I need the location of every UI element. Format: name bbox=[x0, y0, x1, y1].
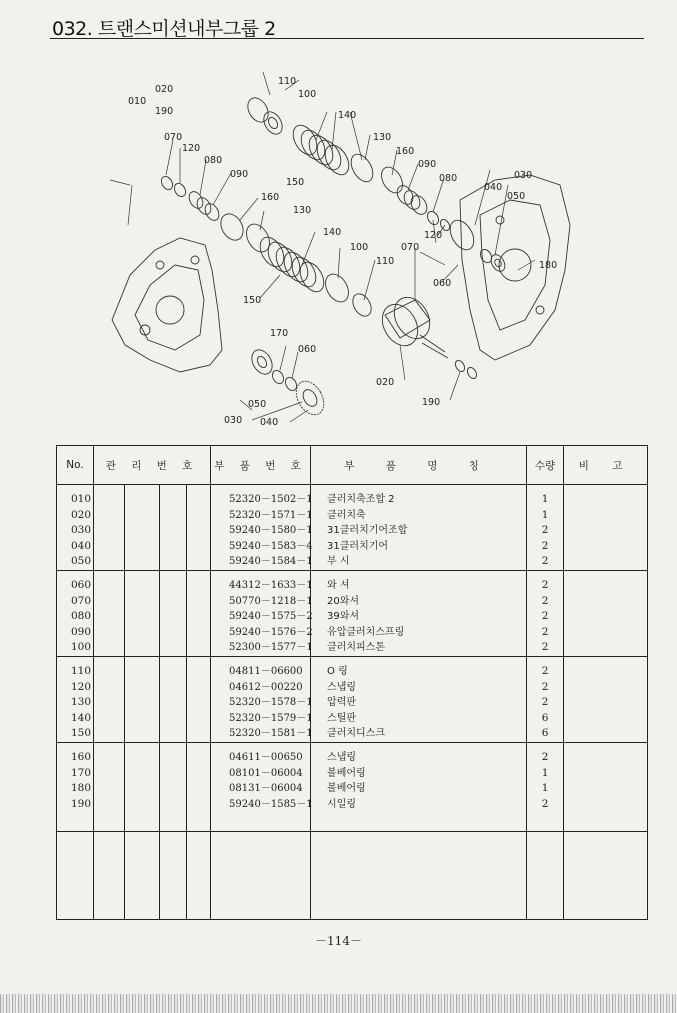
qty: 1 bbox=[541, 493, 549, 505]
no-100: 100 bbox=[71, 641, 92, 653]
remarks-cell bbox=[564, 743, 648, 832]
qty: 6 bbox=[541, 711, 549, 724]
part-no: 08101－06004 bbox=[229, 767, 303, 779]
callout-010: 010 bbox=[128, 96, 147, 107]
no-060: 060 bbox=[71, 579, 92, 591]
qty-cell bbox=[527, 485, 564, 571]
no-180: 180 bbox=[71, 782, 92, 794]
mgmt-cell bbox=[160, 571, 187, 657]
qty: 2 bbox=[541, 594, 549, 607]
callout-190: 190 bbox=[155, 106, 174, 117]
callout-130: 130 bbox=[373, 132, 392, 143]
callout-130-b: 130 bbox=[293, 205, 312, 216]
callout-050-b: 050 bbox=[507, 191, 526, 202]
no-190: 190 bbox=[71, 797, 92, 810]
mgmt-cell bbox=[94, 743, 125, 832]
exploded-parts-diagram bbox=[100, 60, 630, 435]
part-name: O 링 bbox=[327, 666, 348, 677]
no-160: 160 bbox=[71, 751, 92, 763]
callout-110: 110 bbox=[278, 76, 297, 87]
callout-120-b: 120 bbox=[424, 230, 443, 241]
mgmt-cell bbox=[94, 485, 125, 571]
qty: 2 bbox=[541, 641, 549, 653]
callout-020-b: 020 bbox=[376, 377, 395, 388]
no-020: 020 bbox=[71, 508, 92, 521]
part-name: 31클러치기어조합 bbox=[327, 525, 408, 536]
qty: 2 bbox=[541, 539, 549, 552]
callout-090: 090 bbox=[418, 159, 437, 170]
callout-150-b: 150 bbox=[243, 295, 262, 306]
callout-160: 160 bbox=[396, 146, 415, 157]
mgmt-cell bbox=[160, 485, 187, 571]
no-cell bbox=[57, 743, 94, 832]
mgmt-cell bbox=[187, 657, 211, 743]
remarks-cell bbox=[564, 485, 648, 571]
qty: 1 bbox=[541, 782, 549, 794]
callout-080-b: 080 bbox=[204, 155, 223, 166]
page-title: 032. 트랜스미션내부그룹 2 bbox=[52, 18, 276, 40]
header-remarks-label: 비 고 bbox=[578, 459, 633, 472]
part-name-cell bbox=[311, 571, 527, 657]
no-150: 150 bbox=[71, 727, 92, 739]
mgmt-cell bbox=[94, 571, 125, 657]
callout-050: 050 bbox=[248, 399, 267, 410]
table-header-row bbox=[57, 446, 648, 485]
housing-left-inner bbox=[135, 265, 204, 350]
part-name: 시일링 bbox=[327, 798, 357, 810]
qty: 2 bbox=[541, 797, 549, 810]
part-no: 52320－1502－1 bbox=[229, 494, 313, 505]
callout-020: 020 bbox=[155, 84, 174, 95]
no-170: 170 bbox=[71, 766, 92, 779]
part-name: 유압클러치스프링 bbox=[327, 626, 405, 638]
header-no: No. bbox=[57, 446, 94, 485]
part-name: 클러치축 bbox=[327, 509, 366, 521]
mgmt-cell bbox=[125, 485, 160, 571]
qty: 2 bbox=[541, 524, 549, 536]
part-name: 31클러치기어 bbox=[327, 540, 389, 552]
callout-060-b: 060 bbox=[433, 278, 452, 289]
callout-180: 180 bbox=[539, 260, 558, 271]
part-name: 20와셔 bbox=[327, 595, 360, 607]
qty: 2 bbox=[541, 610, 549, 622]
no-090: 090 bbox=[71, 625, 92, 638]
remarks-cell bbox=[564, 571, 648, 657]
part-no-cell bbox=[211, 571, 311, 657]
part-no-cell bbox=[211, 485, 311, 571]
table-row-group-3 bbox=[57, 657, 648, 743]
part-no: 04611－00650 bbox=[229, 752, 303, 763]
mgmt-cell bbox=[187, 743, 211, 832]
callout-070-b: 070 bbox=[401, 242, 420, 253]
parts-table bbox=[56, 445, 648, 920]
part-no: 59240－1585－1 bbox=[229, 798, 313, 810]
empty-cell bbox=[527, 832, 564, 920]
no-040: 040 bbox=[71, 539, 92, 552]
table-row-empty bbox=[57, 832, 648, 920]
no-140: 140 bbox=[71, 711, 92, 724]
callout-030: 030 bbox=[224, 415, 243, 426]
mgmt-cell bbox=[187, 571, 211, 657]
qty: 2 bbox=[541, 665, 549, 677]
part-name-cell bbox=[311, 485, 527, 571]
no-030: 030 bbox=[71, 524, 92, 536]
callout-190-b: 190 bbox=[422, 397, 441, 408]
no-070: 070 bbox=[71, 594, 92, 607]
qty-cell bbox=[527, 743, 564, 832]
table-row-group-1 bbox=[57, 485, 648, 571]
header-part-no-label: 부 품 번 호 bbox=[214, 459, 307, 472]
callout-080: 080 bbox=[439, 173, 458, 184]
part-no: 52320－1581－1 bbox=[229, 728, 313, 739]
mgmt-cell bbox=[160, 743, 187, 832]
no-010: 010 bbox=[71, 493, 92, 505]
header-qty: 수량 bbox=[527, 446, 564, 485]
part-no: 08131－06004 bbox=[229, 783, 303, 794]
housing-left bbox=[112, 238, 222, 372]
callout-100: 100 bbox=[298, 89, 317, 100]
remarks-cell bbox=[564, 657, 648, 743]
qty: 1 bbox=[541, 766, 549, 779]
qty: 6 bbox=[541, 727, 549, 739]
header-part-name-label: 부 품 명 칭 bbox=[344, 459, 493, 472]
qty: 1 bbox=[541, 508, 549, 521]
no-cell bbox=[57, 571, 94, 657]
part-name-cell bbox=[311, 657, 527, 743]
part-name: 스냅링 bbox=[327, 681, 357, 693]
empty-cell bbox=[564, 832, 648, 920]
qty: 2 bbox=[541, 579, 549, 591]
part-no-cell bbox=[211, 743, 311, 832]
part-no: 59240－1583－4 bbox=[229, 540, 313, 552]
callout-150: 150 bbox=[286, 177, 305, 188]
mgmt-cell bbox=[125, 571, 160, 657]
mgmt-cell bbox=[94, 657, 125, 743]
no-130: 130 bbox=[71, 696, 92, 708]
empty-cell bbox=[57, 832, 94, 920]
no-120: 120 bbox=[71, 680, 92, 693]
part-name-cell bbox=[311, 743, 527, 832]
part-name: 클러치디스크 bbox=[327, 728, 385, 739]
mgmt-cell bbox=[125, 657, 160, 743]
callout-040: 040 bbox=[260, 417, 279, 428]
part-name: 스냅링 bbox=[327, 752, 357, 763]
part-name: 부 시 bbox=[327, 556, 350, 567]
qty: 2 bbox=[541, 555, 549, 567]
callout-120: 120 bbox=[182, 143, 201, 154]
title-rule bbox=[50, 38, 644, 39]
no-110: 110 bbox=[71, 665, 92, 677]
mgmt-cell bbox=[125, 743, 160, 832]
callout-170: 170 bbox=[270, 328, 289, 339]
part-name: 스틸판 bbox=[327, 712, 357, 724]
header-remarks bbox=[564, 446, 648, 485]
table-row-group-4 bbox=[57, 743, 648, 832]
part-name: 클러치축조합 2 bbox=[327, 494, 395, 505]
qty-cell bbox=[527, 571, 564, 657]
part-no-cell bbox=[211, 657, 311, 743]
part-name: 볼베어링 bbox=[327, 783, 366, 794]
header-mgmt-no-label: 관 리 번 호 bbox=[105, 459, 199, 472]
header-part-no bbox=[211, 446, 311, 485]
part-no: 52320－1571－1 bbox=[229, 509, 313, 521]
no-cell bbox=[57, 485, 94, 571]
qty: 2 bbox=[541, 625, 549, 638]
empty-cell bbox=[94, 832, 125, 920]
header-part-name bbox=[311, 446, 527, 485]
callout-110-b: 110 bbox=[376, 256, 395, 267]
qty-cell bbox=[527, 657, 564, 743]
part-no: 52320－1578－1 bbox=[229, 697, 313, 708]
empty-cell bbox=[311, 832, 527, 920]
part-name: 볼베어링 bbox=[327, 767, 366, 779]
part-no: 04612－00220 bbox=[229, 681, 303, 693]
empty-cell bbox=[187, 832, 211, 920]
part-no: 59240－1575－2 bbox=[229, 611, 313, 622]
callout-160-b: 160 bbox=[261, 192, 280, 203]
part-no: 52300－1577－1 bbox=[229, 642, 313, 653]
callout-030-b: 030 bbox=[514, 170, 533, 181]
header-mgmt-no bbox=[94, 446, 211, 485]
part-no: 59240－1576－2 bbox=[229, 626, 313, 638]
no-050: 050 bbox=[71, 555, 92, 567]
clutch-shaft-assembly bbox=[375, 291, 478, 380]
callout-060: 060 bbox=[298, 344, 317, 355]
callout-090-b: 090 bbox=[230, 169, 249, 180]
part-name: 압력판 bbox=[327, 697, 357, 708]
no-cell bbox=[57, 657, 94, 743]
table-row-group-2 bbox=[57, 571, 648, 657]
part-no: 59240－1584－1 bbox=[229, 556, 313, 567]
mgmt-cell bbox=[160, 657, 187, 743]
no-080: 080 bbox=[71, 610, 92, 622]
callout-140-b: 140 bbox=[323, 227, 342, 238]
part-no: 50770－1218－1 bbox=[229, 595, 313, 607]
qty: 2 bbox=[541, 696, 549, 708]
part-name: 클러치피스톤 bbox=[327, 642, 385, 653]
callout-040-b: 040 bbox=[484, 182, 503, 193]
part-name: 와 셔 bbox=[327, 580, 350, 591]
empty-cell bbox=[160, 832, 187, 920]
diagram-callouts bbox=[128, 76, 557, 428]
page-number: －114－ bbox=[315, 934, 362, 948]
qty: 2 bbox=[541, 680, 549, 693]
empty-cell bbox=[211, 832, 311, 920]
part-no: 04811－06600 bbox=[229, 666, 303, 677]
qty: 2 bbox=[541, 751, 549, 763]
part-no: 52320－1579－1 bbox=[229, 712, 313, 724]
callout-100-b: 100 bbox=[350, 242, 369, 253]
callout-070: 070 bbox=[164, 132, 183, 143]
empty-cell bbox=[125, 832, 160, 920]
part-no: 44312－1633－1 bbox=[229, 580, 313, 591]
callout-140: 140 bbox=[338, 110, 357, 121]
mgmt-cell bbox=[187, 485, 211, 571]
scan-edge-strip bbox=[0, 994, 677, 1013]
part-name: 39와셔 bbox=[327, 611, 360, 622]
part-no: 59240－1580－1 bbox=[229, 525, 313, 536]
